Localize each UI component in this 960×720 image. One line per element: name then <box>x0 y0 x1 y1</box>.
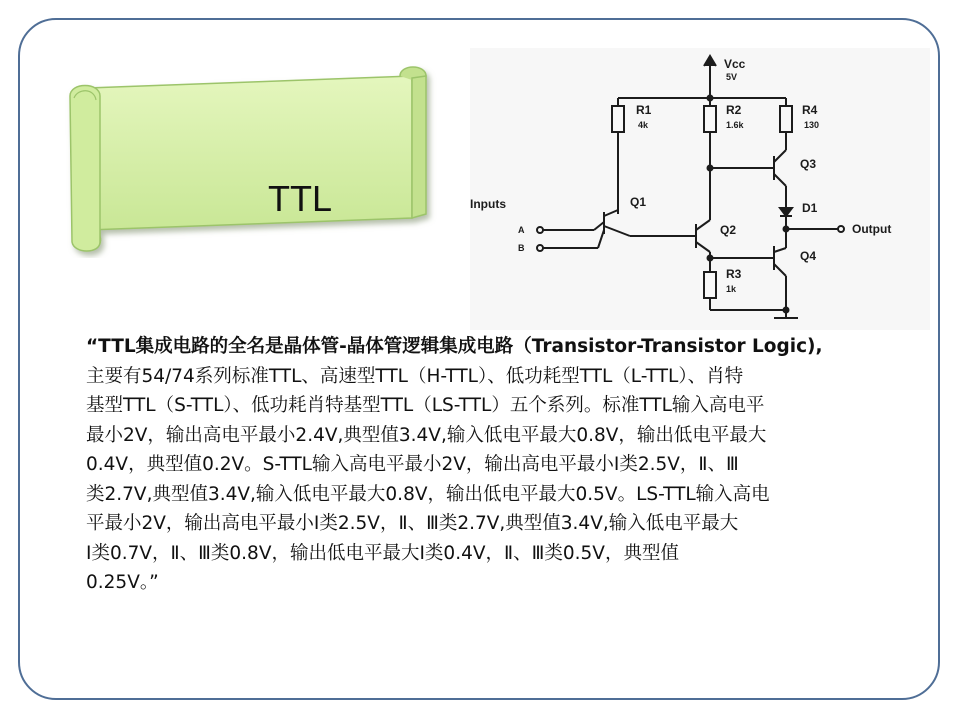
ttl-circuit-diagram <box>470 48 930 330</box>
q4-label: Q4 <box>800 249 817 263</box>
body-line: Ⅰ类0.7V，Ⅱ、Ⅲ类0.8V，输出低电平最大Ⅰ类0.4V，Ⅱ、Ⅲ类0.5V，典型值 <box>86 542 679 564</box>
output-label: Output <box>852 222 892 236</box>
vcc-value: 5V <box>726 72 738 82</box>
scroll-shape <box>60 58 440 258</box>
body-line: 平最小2V，输出高电平最小Ⅰ类2.5V，Ⅱ、Ⅲ类2.7V,典型值3.4V,输入低电平最大 <box>86 513 739 534</box>
title-scroll-banner <box>60 58 440 258</box>
slide-frame <box>18 18 940 700</box>
body-line: 基型TTL（S-TTL）、低功耗肖特基型TTL（LS-TTL）五个系列。标准TTL输入高电平 <box>86 395 765 416</box>
q2-label: Q2 <box>720 223 737 237</box>
input-b-label: B <box>518 243 525 253</box>
body-line: “TTL集成电路的全名是晶体管-晶体管逻辑集成电路（Transistor-Transistor Logic), <box>86 336 823 357</box>
q1-label: Q1 <box>630 195 647 209</box>
body-line: 主要有54/74系列标准TTL、高速型TTL（H-TTL）、低功耗型TTL（L-TTL）、肖特 <box>86 365 744 387</box>
r1-value: 4k <box>638 120 649 130</box>
body-line: 类2.7V,典型值3.4V,输入低电平最大0.8V，输出低电平最大0.5V。LS-TTL输入高电 <box>86 483 770 505</box>
r1-label: R1 <box>636 103 652 117</box>
q3-label: Q3 <box>800 157 817 171</box>
description-paragraph <box>86 332 936 598</box>
r4-label: R4 <box>802 103 818 117</box>
input-a-label: A <box>518 225 525 235</box>
body-line: 0.4V，典型值0.2V。S-TTL输入高电平最小2V，输出高电平最小Ⅰ类2.5V，Ⅱ、Ⅲ <box>86 454 739 475</box>
body-line: 最小2V，输出高电平最小2.4V,典型值3.4V,输入低电平最大0.8V，输出低电平最大 <box>86 424 767 446</box>
vcc-label: Vcc <box>724 57 746 71</box>
body-line: 0.25V。” <box>86 572 159 593</box>
d1-label: D1 <box>802 201 818 215</box>
r4-value: 130 <box>804 120 820 130</box>
page-title: TTL <box>267 178 332 219</box>
inputs-label: Inputs <box>470 197 506 211</box>
circuit-schematic <box>470 48 930 330</box>
r2-value: 1.6k <box>726 120 744 130</box>
r2-label: R2 <box>726 103 742 117</box>
r3-value: 1k <box>726 284 737 294</box>
r3-label: R3 <box>726 267 742 281</box>
